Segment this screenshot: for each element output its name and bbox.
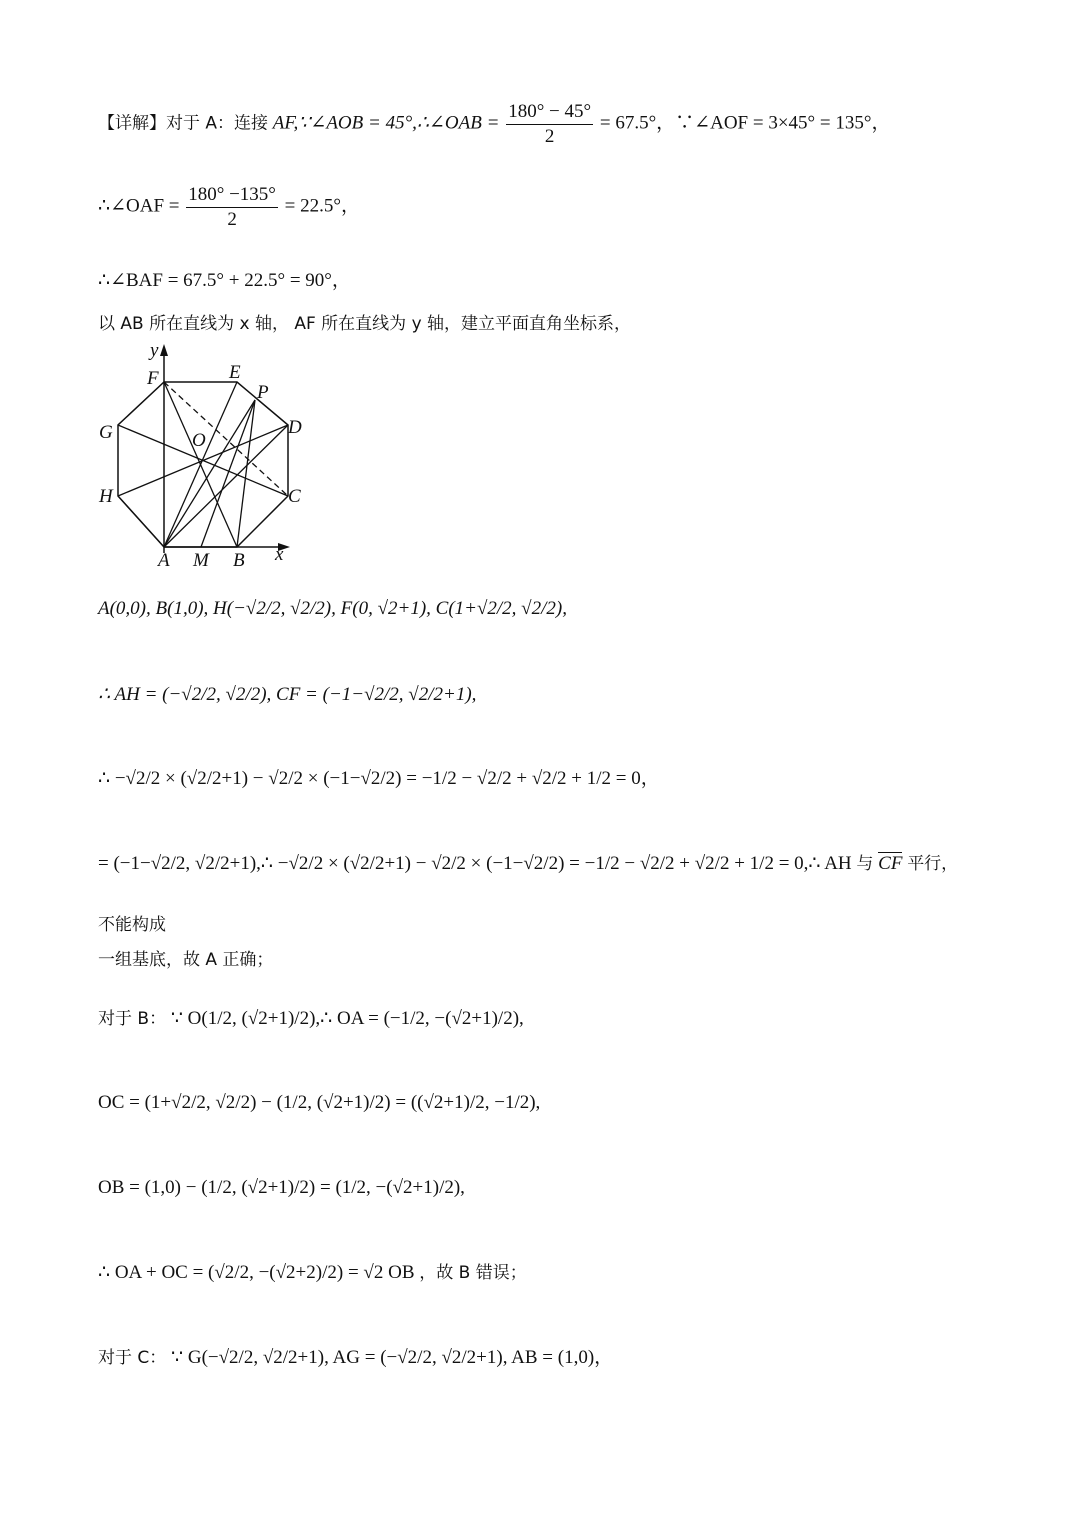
label-o: O [192,430,206,451]
line-2 [98,183,360,232]
line-10: 一组基底，故 A 正确； [98,950,274,970]
label-g: G [99,422,113,443]
octagon-diagram [95,340,325,575]
line-14-math: ∴ OA + OC = (√2/2, −(√2+2)/2) = √2 OB [98,1262,415,1283]
line-15-prefix: 对于 C： [98,1348,167,1368]
line-8 [98,853,958,876]
line-14-b: ，故 B 错误； [419,1263,527,1283]
label-c: C [288,486,301,507]
label-h: H [99,486,113,507]
label-y: y [150,340,159,361]
line-4: 以 AB 所在直线为 x 轴， AF 所在直线为 y 轴，建立平面直角坐标系， [98,314,632,334]
segment-pb [237,400,255,547]
line-9: 不能构成 [98,915,166,935]
line-8-a: = (−1−√2/2, √2/2+1),∴ −√2/2 × (√2/2+1) − √2/2 × (−1−√2/2) = −1/2 − √2/2 + √2/2 + 1/2 = 0,∴ AH [98,853,852,874]
line-15 [98,1347,613,1370]
line-1-a: AF,∵∠AOB = 45°,∴∠OAB = [272,112,500,134]
fraction-oab: $\frac{180^\circ - 45^\circ}{2}$ [508,101,592,147]
label-b: B [233,550,245,571]
line-12: OC = (1+√2/2, √2/2) − (1/2, (√2+1)/2) = ((√2+1)/2, −1/2), [98,1092,541,1113]
line-1-b: = 67.5°，∵∠AOF = 3×45° = 135°， [599,112,891,134]
line-13: OB = (1,0) − (1/2, (√2+1)/2) = (1/2, −(√2+1)/2), [98,1177,465,1198]
line-11-math: ∵ O(1/2, (√2+1)/2),∴ OA = (−1/2, −(√2+1)/2), [170,1008,524,1029]
line-2-a: ∴∠OAF = [98,195,180,217]
line-7: ∴ −√2/2 × (√2/2+1) − √2/2 × (−1−√2/2) = −1/2 − √2/2 + √2/2 + 1/2 = 0， [98,768,660,789]
label-x: x [275,544,284,565]
label-p: P [257,382,269,403]
line-1 [98,100,890,149]
label-d: D [288,417,302,438]
segment-ad [164,425,288,547]
y-axis-arrow [160,344,168,356]
label-f: F [147,368,159,389]
line-15-math: ∵ G(−√2/2, √2/2+1), AG = (−√2/2, √2/2+1), AB = (1,0)， [171,1347,614,1368]
line-6: ∴ AH = (−√2/2, √2/2), CF = (−1−√2/2, √2/2+1), [98,684,477,705]
octagon [118,382,288,547]
label-m: M [193,550,209,571]
line-1-prefix: 【详解】对于 A：连接 [98,113,269,134]
vector-cf: CF [878,853,903,874]
label-e: E [229,362,241,383]
line-11-prefix: 对于 B： [98,1009,167,1029]
line-14 [98,1262,527,1285]
line-3: ∴∠BAF = 67.5° + 22.5° = 90°， [98,270,351,291]
line-11 [98,1008,524,1031]
line-2-b: = 22.5°， [284,195,360,217]
line-8-yu: 与 [856,854,874,874]
fraction-oaf: $\frac{180^\circ -135^\circ}{2}$ [188,184,276,230]
line-8-c: 平行， [907,854,959,874]
line-5: A(0,0), B(1,0), H(−√2/2, √2/2), F(0, √2+1), C(1+√2/2, √2/2), [98,598,567,619]
segment-ha [118,496,164,547]
label-a: A [158,550,170,571]
